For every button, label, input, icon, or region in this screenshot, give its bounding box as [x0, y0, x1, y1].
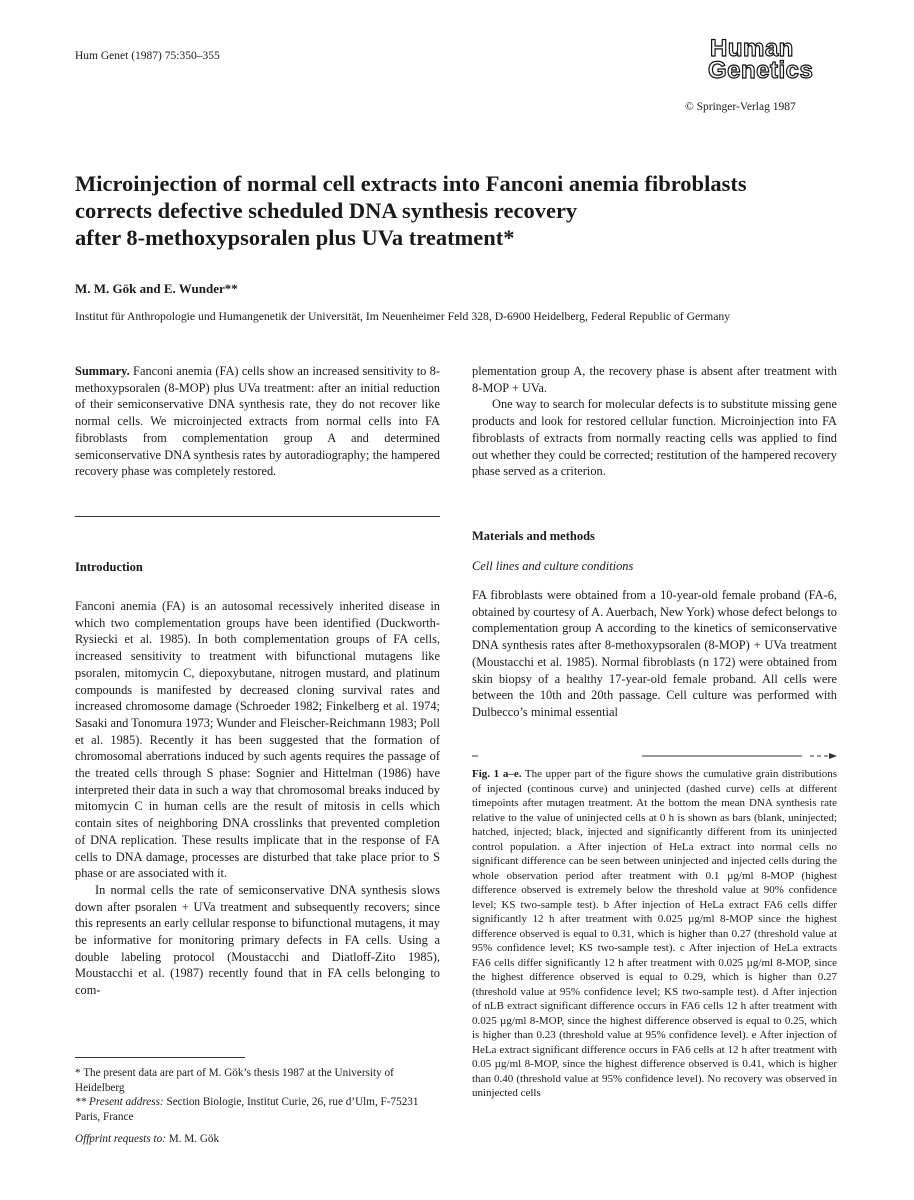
offprint-label: Offprint requests to: [75, 1133, 166, 1145]
footnote: * The present data are part of M. Gök’s thesis 1987 at the University of Heidelberg [75, 1067, 394, 1094]
divider [75, 516, 440, 517]
logo-line-genetics: Genetics [708, 57, 814, 84]
summary-section [75, 363, 440, 480]
cell-lines-body [472, 587, 837, 721]
methods-heading: Materials and methods [472, 529, 595, 543]
running-head: Hum Genet (1987) 75:350–355 [75, 50, 220, 62]
paragraph: plementation group A, the recovery phase is absent after treatment with 8-MOP + UVa. [472, 364, 837, 395]
figure-continuation-arrow [472, 752, 837, 760]
paragraph: Fanconi anemia (FA) is an autosomal recessively inherited disease in which two complementation groups have been identified (Duckworth-Rysiecki et al. 1985). In both complementation groups of FA cells, increased sensitivity to treatment with bifunctional mutagens like psoralen, mitomycin C, diepoxybutane, nitrogen mustard, and platinum compounds is manifested by decreased cloning survival rates and increased chromosome damage (Schroeder 1982; Finkelberg et al. 1974; Sasaki and Tonomura 1973; Wunder and Fleischer-Reichmann 1983; Poll et al. 1985). Recently it has been suggested that the formation of chromosomal aberrations induced by such agents requires the passage of the treated cells through S phase: Sognier and Hittelman (1986) have interpreted their data in such a way that chromosomal breaks induced by mitomycin C in human cells are the result of mitosis in cells which contain sites of neighboring DNA crosslinks that prevented completion of DNA replication. These results implicate that in the response of FA cells to DNA damage, processes are disturbed that take place prior to S phase or are associated with it. [75, 599, 440, 881]
footnote-label: ** Present address: [75, 1096, 164, 1108]
summary-label: Summary. [75, 364, 130, 378]
footnote-text: Section Biologie, Institut Curie, 26, rue d’Ulm, F-75231 Paris, France [75, 1096, 419, 1123]
footnote-divider [75, 1057, 245, 1058]
caption-label: Fig. 1 a–e. [472, 768, 522, 780]
introduction-heading: Introduction [75, 560, 143, 574]
introduction-body [75, 598, 440, 999]
copyright-notice: © Springer-Verlag 1987 [685, 101, 796, 113]
author-list: M. M. Gök and E. Wunder** [75, 281, 238, 296]
title-line: Microinjection of normal cell extracts into Fanconi anemia fibroblasts [75, 171, 747, 196]
footnotes [75, 1066, 440, 1147]
intro-continuation [472, 363, 837, 480]
footnote [75, 1095, 440, 1124]
paragraph: One way to search for molecular defects is to substitute missing gene products and look for restored cellular function. Microinjection into FA fibroblasts of extracts from normally reacting cells was applied to find out whether they could be corrected; restitution of the hampered recovery phase served as a criterion. [472, 397, 837, 479]
offprint-text: M. M. Gök [165, 1133, 220, 1145]
paragraph: In normal cells the rate of semiconservative DNA synthesis slows down after psoralen + UVa treatment and subsequently recovers; since this represents an early cellular response to bifunctional mutagens, it may be informative for monitoring primary defects in FA cells. Using a double labeling protocol (Moustacchi and Diatloff-Zito 1985), Moustacchi et al. (1987) recently found that in FA cells belonging to com- [75, 882, 440, 998]
title-line: corrects defective scheduled DNA synthesis recovery [75, 198, 578, 223]
summary-text: Fanconi anemia (FA) cells show an increased sensitivity to 8-methoxypsoralen (8-MOP) plus UVa treatment: after an initial reduction of their semiconservative DNA synthesis rate, they do not recover like normal cells. We microinjected extracts from normal cells into FA fibroblasts from complementation group A and determined semiconservative DNA synthesis rates by autoradiography; the hampered recovery phase was completely restored. [75, 364, 440, 479]
article-title [75, 170, 835, 251]
offprint-request [75, 1132, 440, 1147]
title-line: after 8-methoxypsoralen plus UVa treatment* [75, 225, 515, 250]
caption-text: The upper part of the figure shows the cumulative grain distributions of injected (continous curve) and uninjected (dashed curve) cells at different timepoints after mutagen treatment. At the bottom the mean DNA synthesis rate relative to the value of uninjected cells at 0 h is shown as bars (blank, uninjected; hatched, injected; black, injected and significantly different from its uninjected control population. a After injection of HeLa extract into normal cells no significant difference can be seen between uninjected and injected cells during the whole observation period after treatment with 0.1 µg/ml 8-MOP (highest difference observed is extremely below the threshold value at 90% confidence level; KS two-sample test). b After injection of HeLa extract FA6 cells differ significantly 12 h after treatment with 0.025 µg/ml 8-MOP since the highest difference observed is equal to 0.31, which is higher than 0.27 (threshold value at 95% confidence level; KS two-sample test). c After injection of HeLa extracts FA6 cells differ significantly 12 h after treatment with 0.025 µg/ml 8-MOP, since the highest difference observed is equal to 0.29, which is higher than 0.27 (threshold value at 95% confidence level; KS two-sample test). d After injection of nLB extract significant difference occurs in FA6 cells 12 h after treatment with 0.025 µg/ml 8-MOP, since the highest difference observed is equal to 0.25, which is higher than 0.23 (threshold value at 95% confidence level). e After injection of HeLa extract significant difference occurs in FA6 cells at 12 h after treatment with 0.05 µg/ml 8-MOP, since the highest difference observed is 0.41, which is higher than 0.40 (threshold value at 95% confidence level). No recovery was observed in uninjected cells [472, 768, 837, 1099]
paragraph: FA fibroblasts were obtained from a 10-year-old female proband (FA-6, obtained by courtesy of A. Auerbach, New York) whose defect belongs to complementation group A according to the kinetics of semiconservative DNA synthesis rates after 8-methoxypsoralen (8-MOP) + UVa treatment (Moustacchi et al. 1985). Normal fibroblasts (n 172) were obtained from skin biopsy of a healthy 17-year-old female proband. All cells were between the 10th and 20th passage. Cell culture was performed with Dulbecco’s minimal essential [472, 588, 837, 719]
cell-lines-subheading: Cell lines and culture conditions [472, 559, 634, 573]
journal-logo [708, 35, 814, 84]
logo-line-human: Human [710, 35, 794, 62]
figure-caption [472, 767, 837, 1101]
affiliation: Institut für Anthropologie und Humangenetik der Universität, Im Neuenheimer Feld 328, D-6900 Heidelberg, Federal Republic of Germany [75, 310, 731, 323]
